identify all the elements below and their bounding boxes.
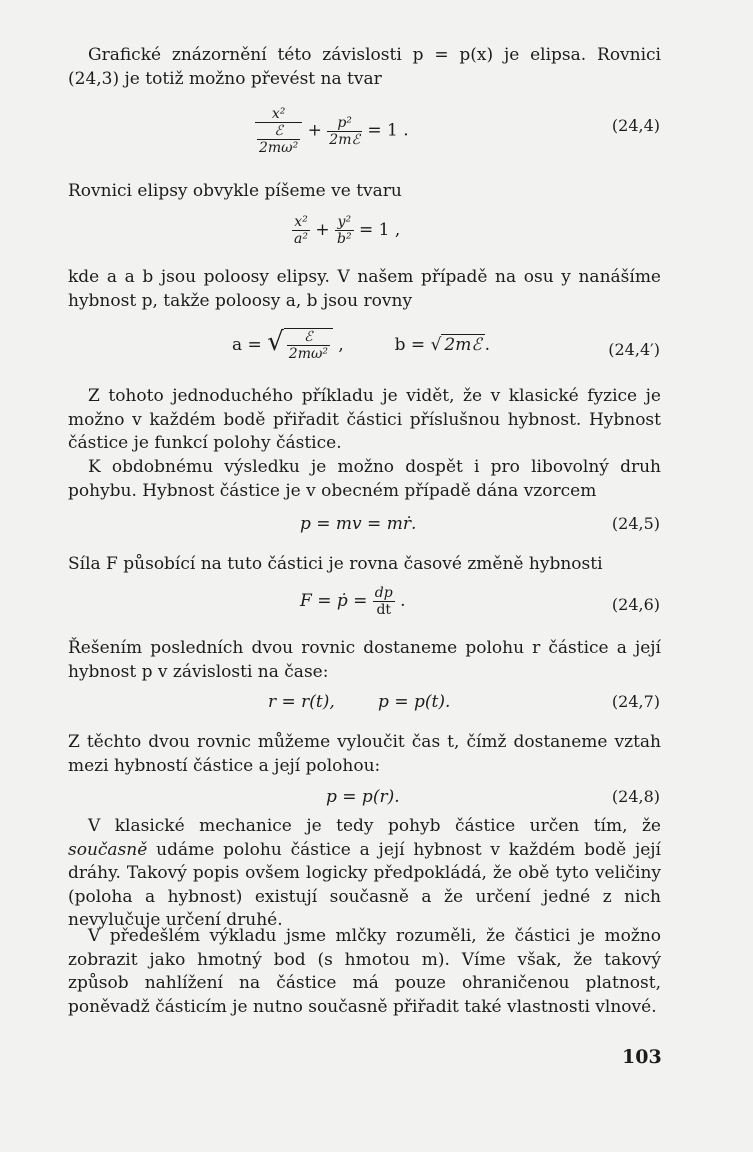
equation-24-6: F = ṗ = $\frac{dp}{dt}$ . (300, 585, 406, 618)
paragraph-2: Rovnici elipsy obvykle píšeme ve tvaru (68, 181, 402, 201)
equation-24-4: $\frac{\text{x²}}{\frac{\text{ℰ}}{\text{2mω²}}}$ + $\frac{\text{p²}}{\text{2mℰ}}$ = 1 . (255, 106, 409, 156)
equation-24-7: r = r(t), p = p(t). (268, 692, 451, 712)
paragraph-5: K obdobnému výsledku je možno dospět i pro libovolný druh pohybu. Hybnost částice je v obecném případě dána vzorcem (68, 457, 661, 501)
paragraph-1: Grafické znázornění této závislosti p = p(x) je elipsa. Rovnici (24,3) je totiž možno převést na tvar (68, 45, 661, 89)
paragraph-4: Z tohoto jednoduchého příkladu je vidět, že v klasické fyzice je možno v každém bodě přiřadit částici příslušnou hybnost. Hybnost částice je funkcí polohy částice. (68, 386, 661, 453)
paragraph-8: Z těchto dvou rovnic můžeme vyloučit čas t, čímž dostaneme vztah mezi hybností částice a její polohou: (68, 732, 661, 776)
equation-label-24-4-prime: (24,4′) (608, 340, 660, 359)
equation-label-24-7: (24,7) (611, 692, 660, 711)
page-number: 103 (622, 1046, 662, 1068)
equation-label-24-5: (24,5) (611, 514, 660, 533)
equation-label-24-8: (24,8) (611, 787, 660, 806)
paragraph-9: V klasické mechanice je tedy pohyb částice určen tím, že současně udáme polohu částice a její hybnost v každém bodě její dráhy. Takový popis ovšem logicky předpokládá, že obě tyto veličiny (poloha a hybnost) existují současně a že určení jedné z nich nevylučuje určení druhé. (68, 816, 661, 930)
paragraph-10: V předešlém výkladu jsme mlčky rozuměli, že částici je možno zobrazit jako hmotný bod (s hmotou m). Víme však, že takový způsob nahlížení na částice má pouze ohraničenou platnost, poněvadž částicím je nutno současně přiřadit také vlastnosti vlnové. (68, 926, 661, 1017)
sqrt-icon: √ (430, 335, 442, 355)
fraction-x2-over-E: $\frac{\text{x²}}{\frac{\text{ℰ}}{\text{2mω²}}}$ (255, 106, 302, 156)
equation-24-5: p = mv = mṙ. (300, 514, 417, 534)
equation-label-24-4: (24,4) (611, 116, 660, 135)
equation-label-24-6: (24,6) (611, 595, 660, 614)
equation-ellipse: $\frac{\text{x²}}{\text{a²}}$ + $\frac{\text{y²}}{\text{b²}}$ = 1 , (294, 214, 401, 247)
paragraph-3: kde a a b jsou poloosy elipsy. V našem případě na osu y nanášíme hybnost p, takže poloosy a, b jsou rovny (68, 267, 661, 311)
equation-24-8: p = p(r). (326, 787, 400, 807)
sqrt-icon: √ (267, 327, 284, 357)
paragraph-7: Řešením posledních dvou rovnic dostaneme polohu r částice a její hybnost p v závislosti na čase: (68, 638, 661, 682)
fraction-p2-over-2mE: $\frac{\text{p²}}{\text{2mℰ}}$ (329, 114, 360, 148)
equation-24-4-prime: a = √ $\frac{\text{ℰ}}{\text{2mω²}}$ , b = √ 2mℰ . (232, 327, 491, 362)
paragraph-6: Síla F působící na tuto částici je rovna časové změně hybnosti (68, 554, 603, 574)
